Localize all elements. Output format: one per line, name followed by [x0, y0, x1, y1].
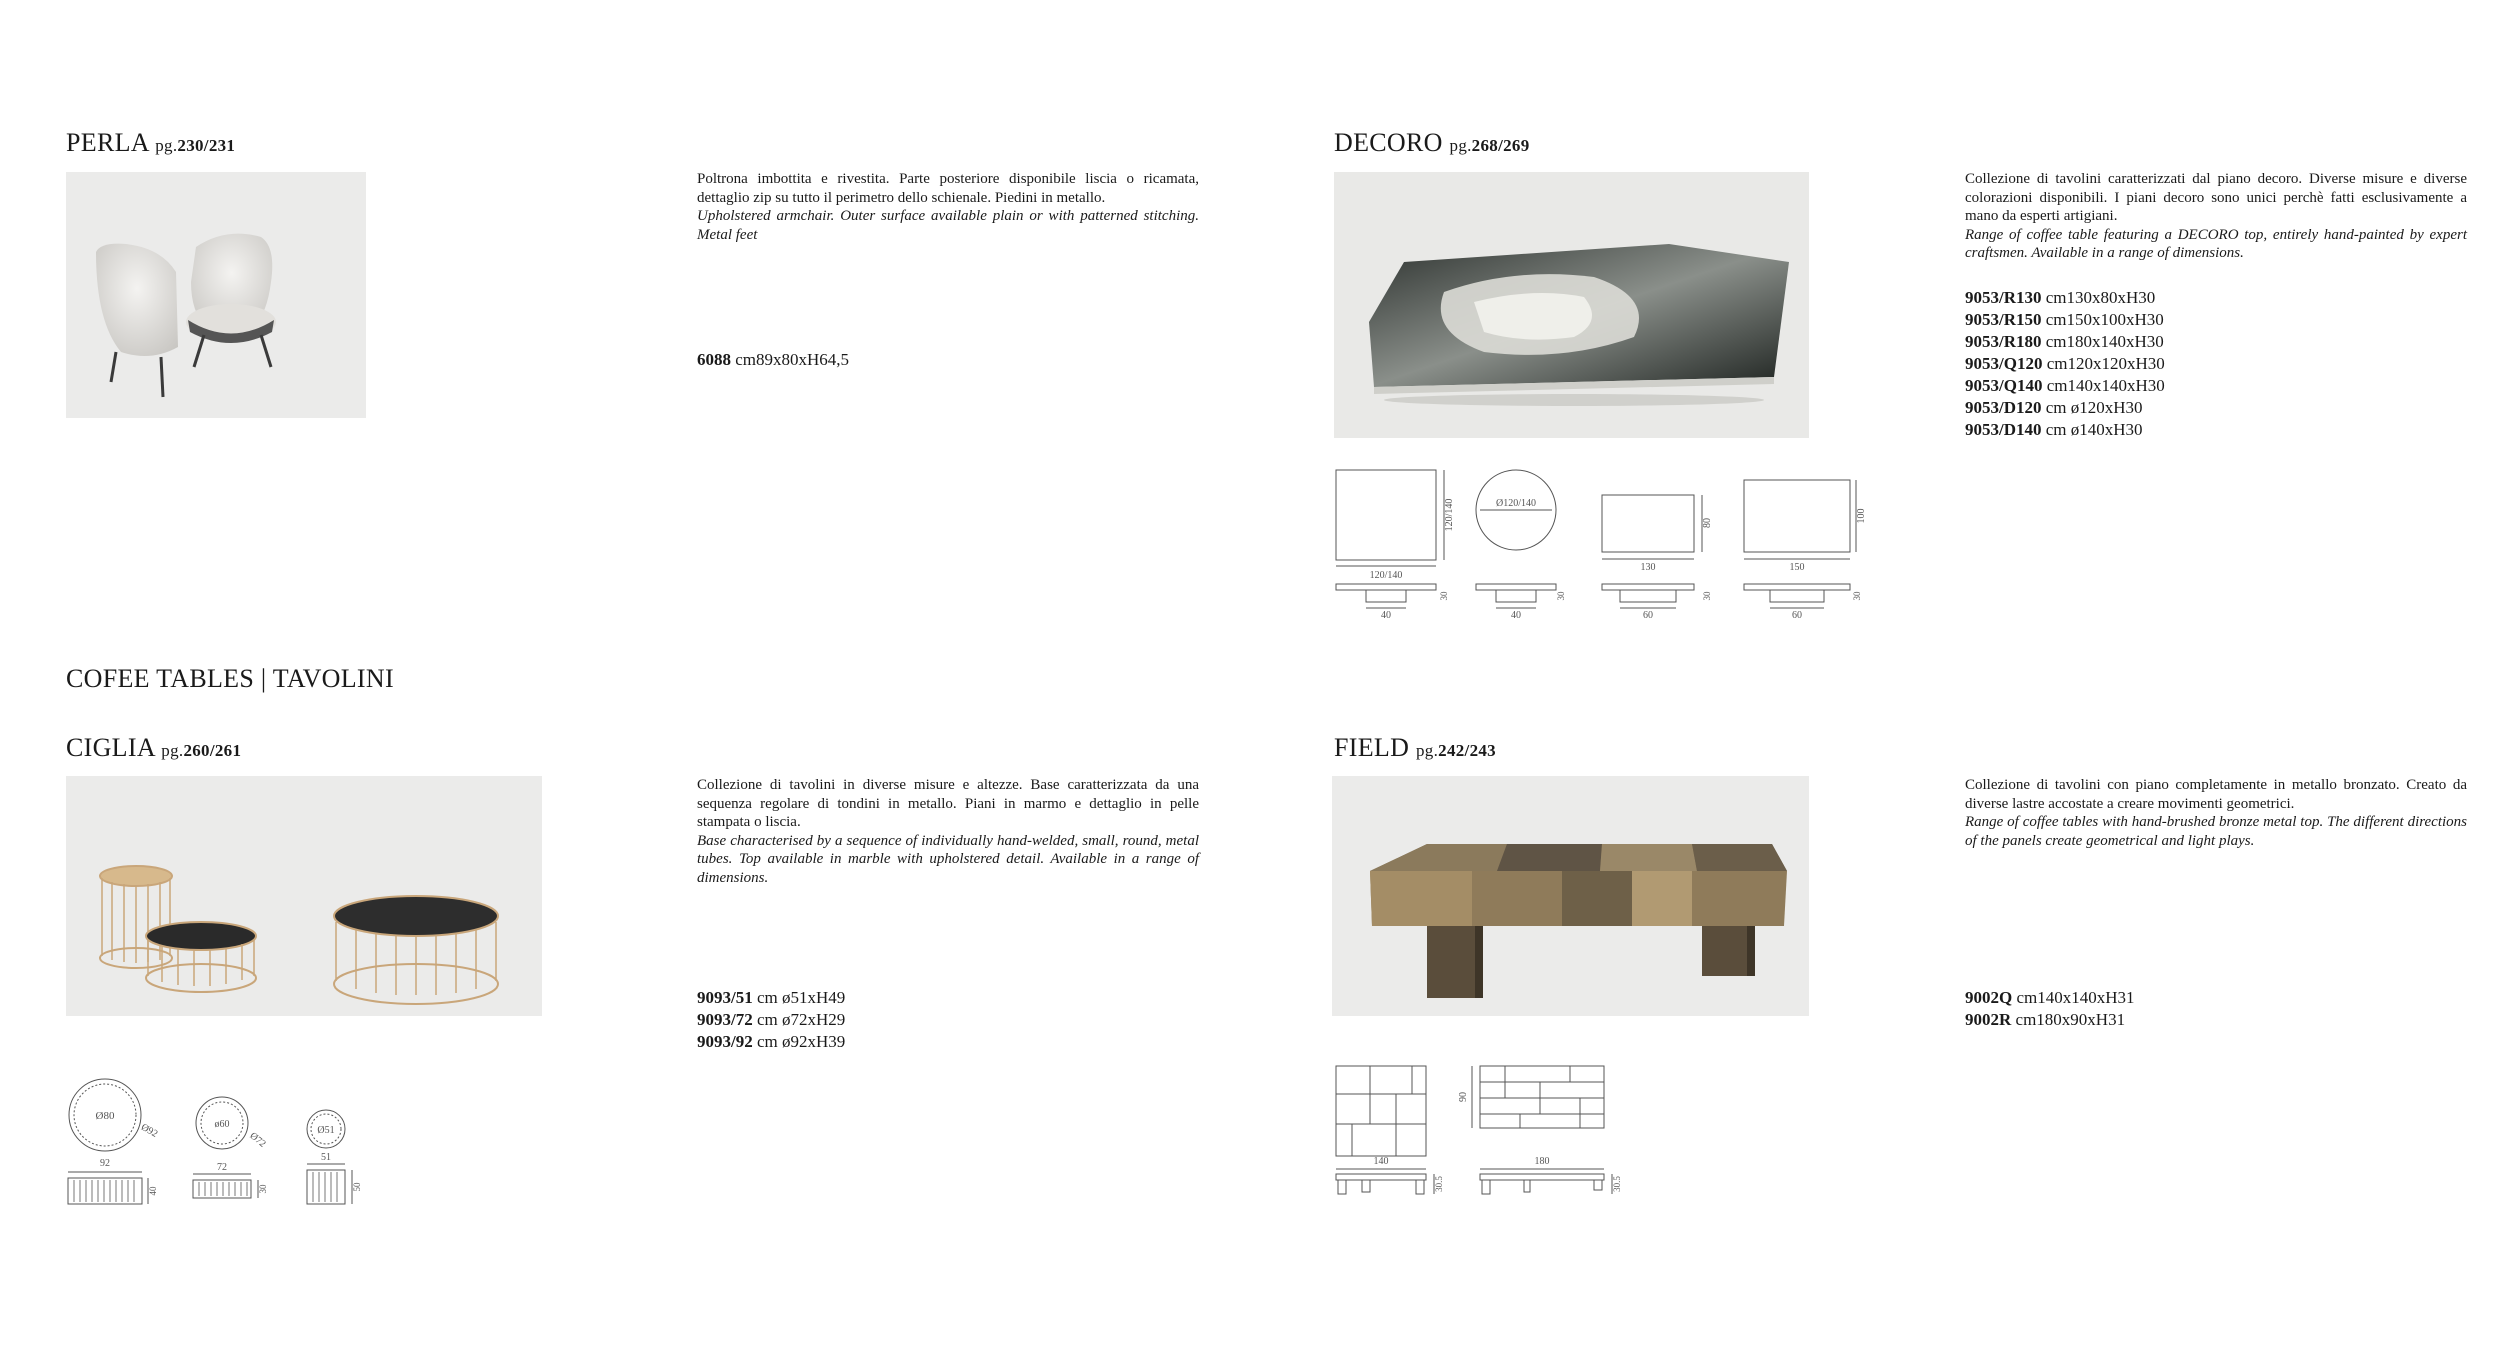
decoro-code-row: 9053/R150 cm150x100xH30	[1965, 310, 2164, 329]
decoro-dim-base-b: 40	[1511, 610, 1521, 618]
decoro-code-row: 9053/Q140 cm140x140xH30	[1965, 376, 2165, 395]
field-desc-en: Range of coffee tables with hand-brushed bronze metal top. The different directions of the panels create geometrical and light plays.	[1965, 814, 2467, 849]
ciglia-dim-c2-out: Ø72	[247, 1130, 268, 1150]
field-code-row: 9002Q cm140x140xH31	[1965, 988, 2135, 1007]
ciglia-desc-en: Base characterised by a sequence of individually hand-welded, small, round, metal tubes. Top available in marble with upholstered detail. Available in a range of dimensions.	[697, 832, 1199, 886]
decoro-dim-r150-w: 150	[1789, 562, 1805, 573]
ciglia-technical-drawings	[60, 1078, 380, 1218]
ciglia-title	[66, 733, 241, 763]
ciglia-dim-c2-w: 72	[217, 1162, 227, 1173]
ciglia-dim-c3-w: 51	[321, 1152, 331, 1163]
field-technical-drawings	[1330, 1064, 1630, 1214]
ciglia-dim-c1-h: 40	[148, 1186, 158, 1196]
perla-codes	[697, 349, 849, 371]
field-dim-r-d: 90	[1458, 1092, 1469, 1102]
ciglia-photo	[66, 776, 542, 1016]
ciglia-description	[697, 776, 1199, 887]
perla-page-ref: pg.230/231	[155, 136, 236, 155]
decoro-dim-r130-w: 130	[1640, 562, 1656, 573]
field-code-row: 9002R cm180x90xH31	[1965, 1010, 2126, 1029]
decoro-dim-height: 30	[1852, 591, 1862, 601]
field-dim-r-h: 30.5	[1612, 1176, 1622, 1192]
ciglia-code-row: 9093/72 cm ø72xH29	[697, 1010, 846, 1029]
ciglia-dim-c1-in: Ø80	[95, 1110, 115, 1122]
field-dim-r-w: 180	[1534, 1156, 1550, 1167]
field-photo	[1332, 776, 1809, 1016]
decoro-dim-r130-h: 80	[1702, 518, 1713, 528]
decoro-dim-r150-h: 100	[1856, 508, 1867, 524]
decoro-technical-drawings	[1330, 468, 1870, 618]
decoro-title	[1334, 128, 1530, 158]
ciglia-dim-c1-w: 92	[100, 1158, 110, 1169]
decoro-photo	[1334, 172, 1809, 438]
perla-code-row: 6088 cm89x80xH64,5	[697, 350, 850, 369]
ciglia-dim-c3-h: 50	[352, 1182, 362, 1192]
decoro-description	[1965, 170, 2467, 263]
field-page-ref: pg.242/243	[1415, 741, 1496, 760]
decoro-desc-en: Range of coffee table featuring a DECORO top, entirely hand-painted by expert craftsmen. Available in a range of dimensions.	[1965, 226, 2467, 261]
field-dim-q-h: 30.5	[1434, 1176, 1444, 1192]
ciglia-page-ref: pg.260/261	[161, 741, 242, 760]
decoro-code-row: 9053/D120 cm ø120xH30	[1965, 398, 2143, 417]
field-title	[1334, 733, 1496, 763]
decoro-dim-circle: Ø120/140	[1496, 498, 1536, 509]
decoro-dim-base-d: 60	[1792, 610, 1802, 618]
ciglia-dim-c2-in: ø60	[214, 1119, 230, 1130]
decoro-page-ref: pg.268/269	[1449, 136, 1530, 155]
decoro-dim-height: 30	[1702, 591, 1712, 601]
ciglia-code-row: 9093/51 cm ø51xH49	[697, 988, 846, 1007]
ciglia-dim-c1-out: Ø92	[139, 1121, 160, 1140]
ciglia-desc-it: Collezione di tavolini in diverse misure e altezze. Base caratterizzata da una sequenza regolare di tondini in metallo. Piani in marmo e dettaglio in pelle stampata o liscia.	[697, 777, 1199, 830]
field-desc-it: Collezione di tavolini con piano completamente in metallo bronzato. Creato da diverse lastre accostate a creare movimenti geometrici.	[1965, 777, 2467, 812]
decoro-code-row: 9053/R130 cm130x80xH30	[1965, 288, 2156, 307]
field-name: FIELD	[1334, 733, 1410, 762]
perla-description	[697, 170, 1199, 244]
decoro-dim-base-c: 60	[1643, 610, 1653, 618]
decoro-code-row: 9053/Q120 cm120x120xH30	[1965, 354, 2165, 373]
perla-name: PERLA	[66, 128, 149, 157]
field-dim-q-w: 140	[1373, 1156, 1389, 1167]
ciglia-code-row: 9093/92 cm ø92xH39	[697, 1032, 846, 1051]
decoro-dim-height: 30	[1556, 591, 1566, 601]
decoro-dim-sq-w: 120/140	[1369, 570, 1403, 581]
ciglia-codes	[697, 987, 845, 1053]
decoro-dim-height: 30	[1439, 591, 1449, 601]
decoro-desc-it: Collezione di tavolini caratterizzati dal piano decoro. Diverse misure e diverse colorazioni disponibili. I piani decoro sono unici perchè fatti esclusivamente a mano da esperti artigiani.	[1965, 171, 2467, 224]
perla-photo	[66, 172, 366, 418]
perla-title	[66, 128, 235, 158]
decoro-name: DECORO	[1334, 128, 1443, 157]
perla-desc-it: Poltrona imbottita e rivestita. Parte posteriore disponibile liscia o ricamata, dettaglio zip su tutto il perimetro dello schienale. Piedini in metallo.	[697, 171, 1199, 206]
perla-desc-en: Upholstered armchair. Outer surface available plain or with patterned stitching. Metal feet	[697, 208, 1199, 243]
section-heading: COFEE TABLES | TAVOLINI	[66, 664, 394, 693]
decoro-code-row: 9053/D140 cm ø140xH30	[1965, 420, 2143, 439]
decoro-code-row: 9053/R180 cm180x140xH30	[1965, 332, 2164, 351]
decoro-dim-sq-h: 120/140	[1444, 498, 1455, 532]
ciglia-dim-c3-in: Ø51	[317, 1125, 335, 1136]
ciglia-dim-c2-h: 30	[258, 1184, 268, 1194]
field-description	[1965, 776, 2467, 850]
ciglia-name: CIGLIA	[66, 733, 155, 762]
decoro-dim-base-a: 40	[1381, 610, 1391, 618]
field-codes	[1965, 987, 2135, 1031]
decoro-codes	[1965, 287, 2165, 441]
